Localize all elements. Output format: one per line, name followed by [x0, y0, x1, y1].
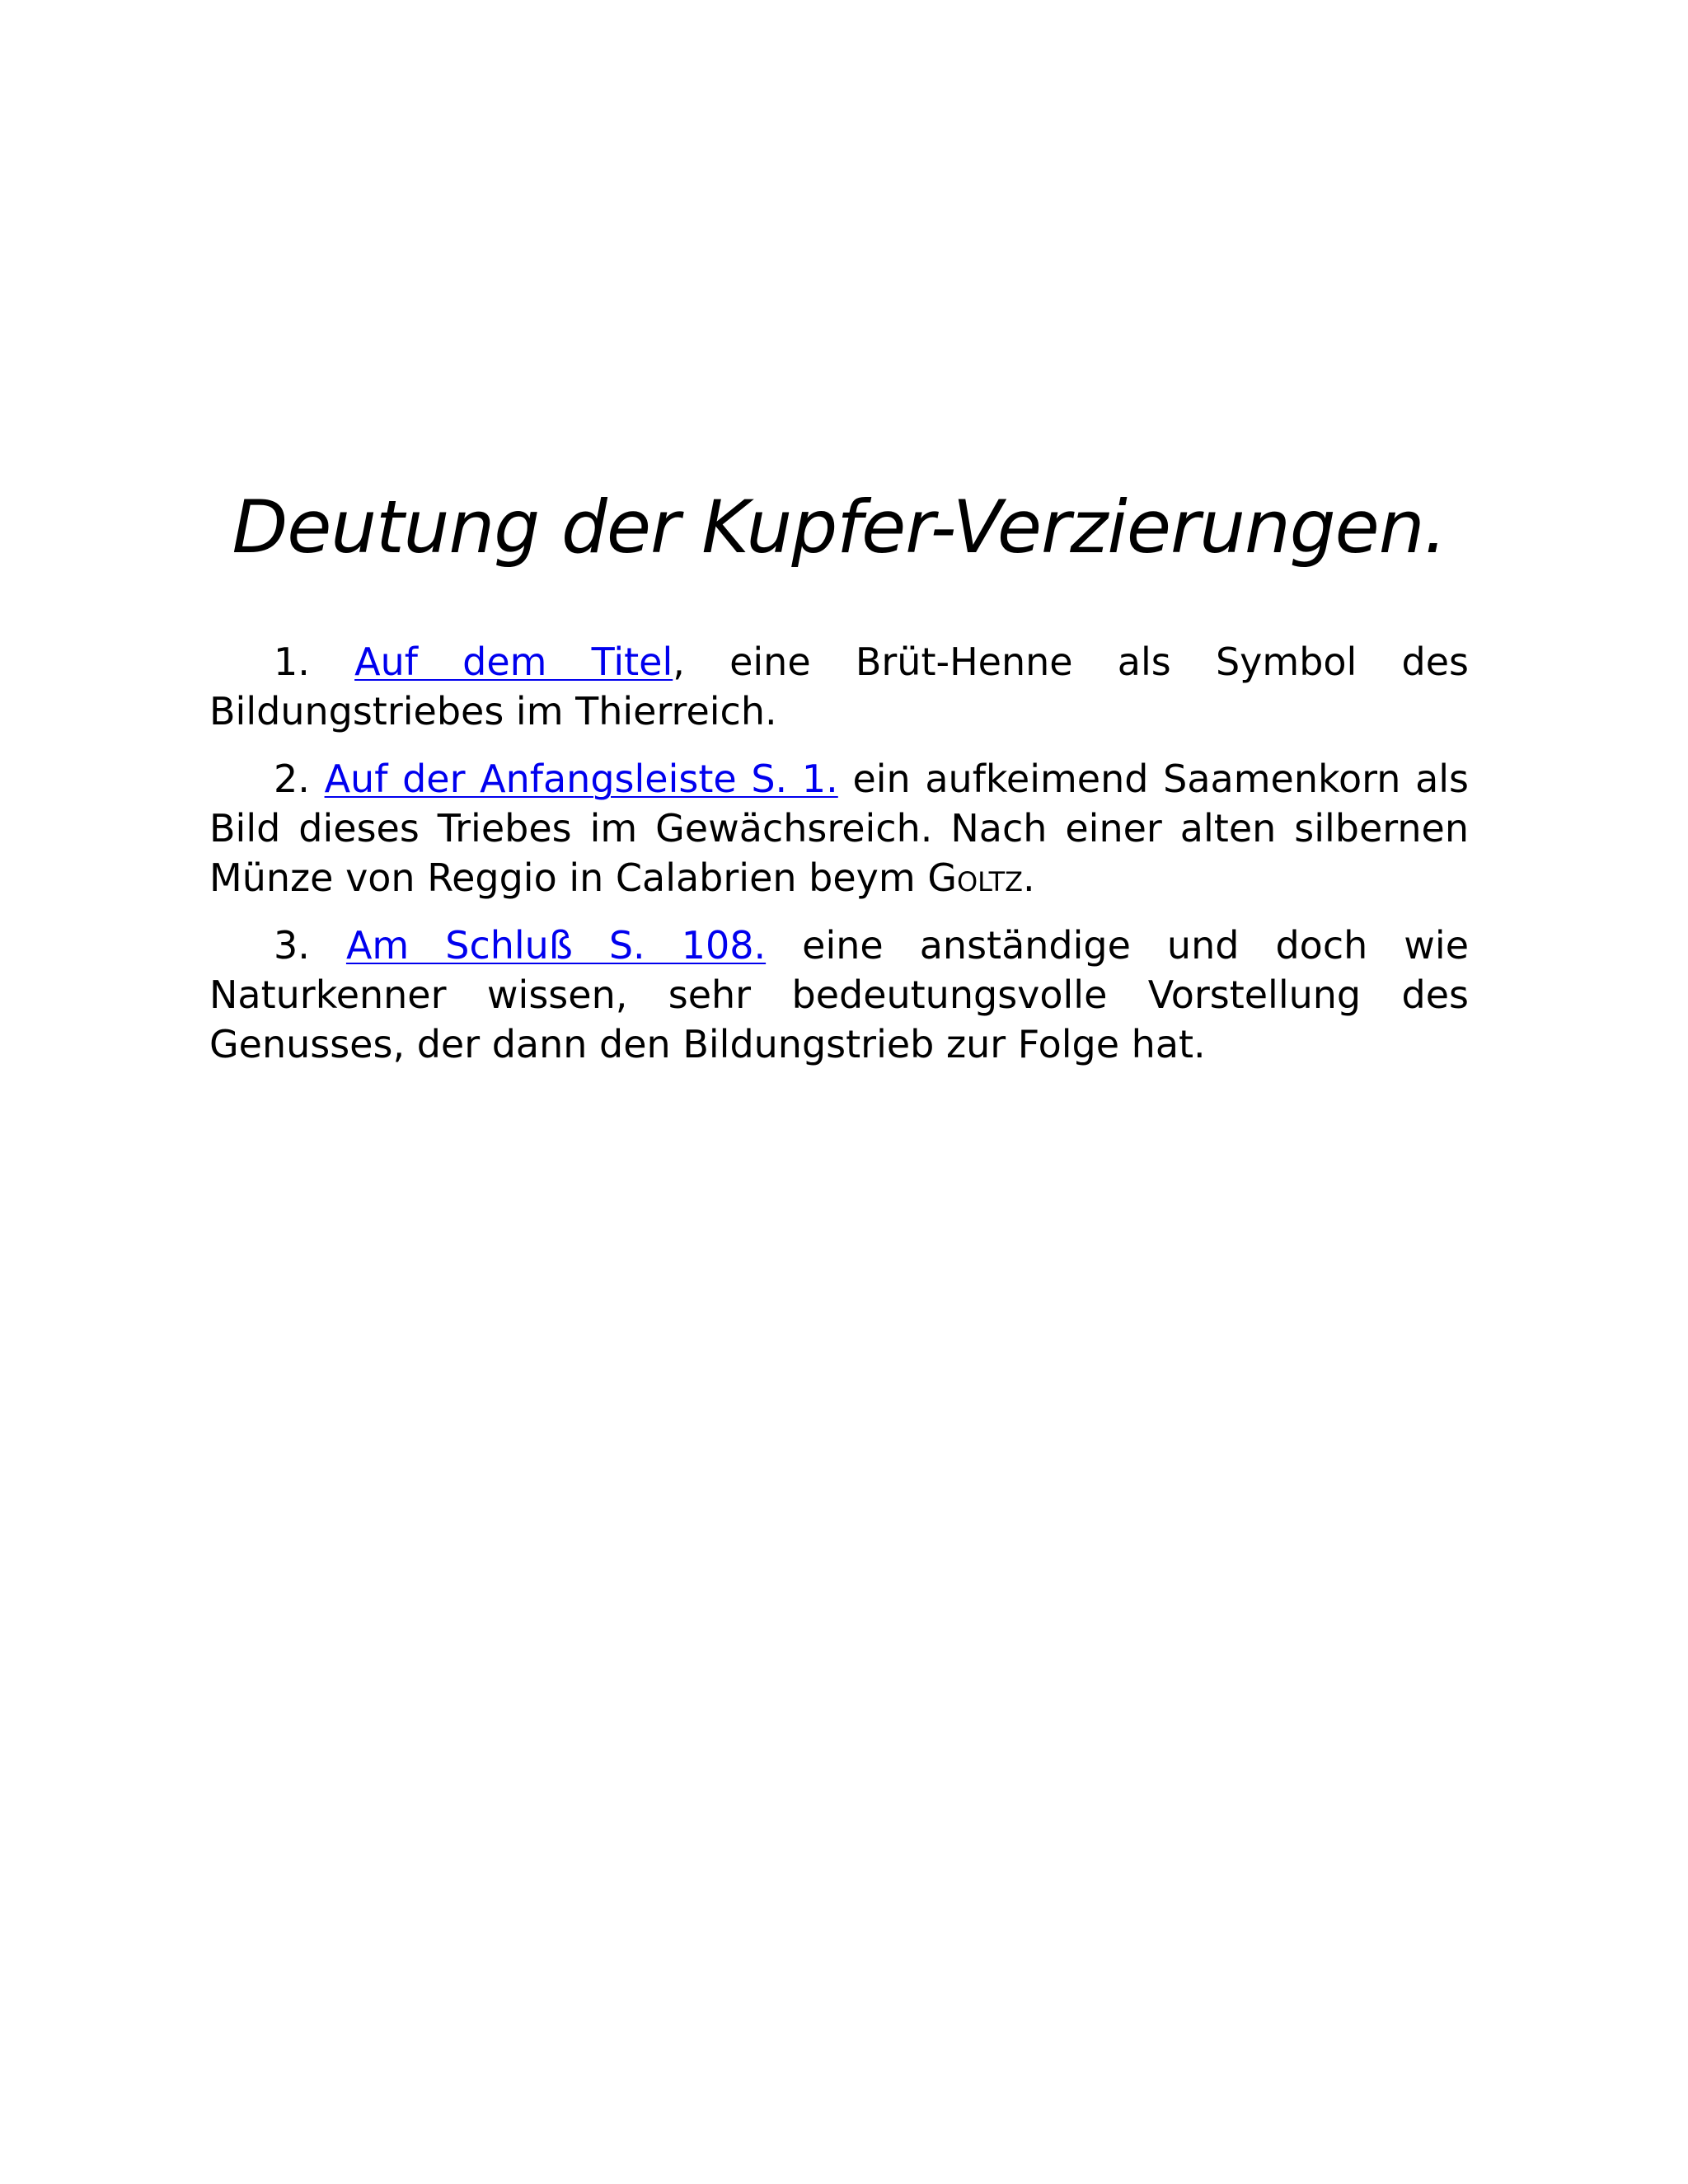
entry-3 [209, 921, 1469, 1069]
author-name: Goltz [927, 855, 1024, 900]
link-am-schluss[interactable]: Am Schluß S. 108. [345, 923, 767, 968]
page-title: Deutung der Kupfer-Verzierungen. [232, 485, 1447, 569]
entry-number: 3. [274, 923, 310, 968]
entry-number: 1. [274, 640, 310, 684]
entry-text: ein aufkeimend Saamenkorn als Bild dieses Triebes im Gewächsreich. Nach einer alten silbernen Münze von Reggio in Calabrien beym [209, 757, 1470, 900]
entry-number: 2. [274, 757, 310, 801]
entry-1 [209, 637, 1469, 736]
entry-text: eine anständige und doch wie Naturkenner wissen, sehr bedeutungsvolle Vorstellung des Genusses, der dann den Bildungstrieb zur Folge hat. [209, 923, 1470, 1066]
entry-2 [209, 754, 1469, 902]
entry-text-end: . [1023, 855, 1035, 900]
document-page [209, 482, 1469, 1087]
entry-text: , eine Brüt-Henne als Symbol des Bildungstriebes im Thierreich. [209, 640, 1469, 733]
link-auf-dem-titel[interactable]: Auf dem Titel [354, 640, 673, 684]
link-auf-der-anfangsleiste[interactable]: Auf der Anfangsleiste S. 1. [324, 757, 838, 801]
